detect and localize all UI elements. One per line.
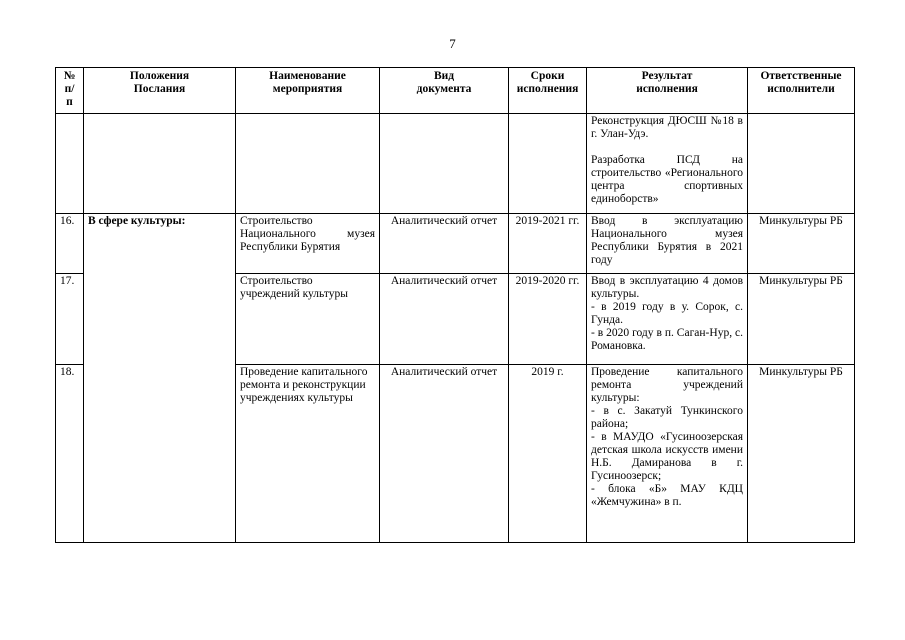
table-row (56, 214, 855, 274)
header-num-line: № (63, 70, 76, 82)
header-provisions-line: Положения (129, 70, 190, 82)
header-responsible-line: Ответственные (760, 70, 842, 82)
measures-table (55, 67, 855, 543)
cell-num: 18. (56, 365, 84, 543)
header-doc-type-line: документа (416, 83, 472, 95)
cell-responsible: Минкультуры РБ (748, 365, 855, 543)
cell-result (587, 274, 748, 365)
header-provisions (84, 68, 236, 114)
result-line: Ввод в эксплуатацию 4 домов культуры. (591, 275, 743, 300)
header-deadline-line: Сроки (530, 70, 565, 82)
header-responsible (748, 68, 855, 114)
header-result (587, 68, 748, 114)
result-paragraph: Разработка ПСД на строительство «Регионального центра спортивных единоборств» (591, 154, 743, 205)
header-result-line: исполнения (636, 83, 698, 95)
cell-section-label: В сфере культуры: (84, 214, 236, 543)
cell-responsible (748, 114, 855, 214)
result-line: Проведение капитального ремонта учреждений культуры: (591, 366, 743, 404)
result-paragraph: Реконструкция ДЮСШ №18 в г. Улан-Удэ. (591, 115, 743, 140)
header-result-line: Результат (641, 70, 693, 82)
header-num-line: п (66, 96, 73, 108)
header-num (56, 68, 84, 114)
cell-responsible: Минкультуры РБ (748, 214, 855, 274)
result-line: - в 2019 году в у. Сорок, с. Гунда. (591, 301, 743, 326)
header-event (236, 68, 380, 114)
result-line: - блока «Б» МАУ КДЦ «Жемчужина» в п. (591, 483, 743, 508)
cell-deadline: 2019-2021 гг. (509, 214, 587, 274)
header-event-line: Наименование (269, 70, 346, 82)
table-header-row (56, 68, 855, 114)
header-deadline (509, 68, 587, 114)
cell-deadline (509, 114, 587, 214)
cell-num: 16. (56, 214, 84, 274)
header-num-line: п/ (64, 83, 75, 95)
cell-event (236, 114, 380, 214)
result-line: - в с. Закатуй Тункинского района; (591, 405, 743, 430)
header-provisions-line: Послания (133, 83, 186, 95)
page-number: 7 (449, 36, 456, 51)
header-event-line: мероприятия (272, 83, 343, 95)
cell-result (587, 365, 748, 543)
cell-event: Проведение капитального ремонта и реконструкции учреждениях культуры (236, 365, 380, 543)
cell-num: 17. (56, 274, 84, 365)
cell-result: Ввод в эксплуатацию Национального музея Республики Бурятия в 2021 году (587, 214, 748, 274)
cell-doc-type: Аналитический отчет (380, 214, 509, 274)
cell-deadline: 2019-2020 гг. (509, 274, 587, 365)
cell-result (587, 114, 748, 214)
cell-provisions (84, 114, 236, 214)
result-line: - в 2020 году в п. Саган-Нур, с. Романовка. (591, 327, 743, 352)
cell-doc-type: Аналитический отчет (380, 274, 509, 365)
cell-num (56, 114, 84, 214)
cell-deadline: 2019 г. (509, 365, 587, 543)
table-row-continuation (56, 114, 855, 214)
result-line: - в МАУДО «Гусиноозерская детская школа искусств имени Н.Б. Дамиранова в г. Гусиноозерск; (591, 431, 743, 482)
cell-event: Строительство Национального музея Республики Бурятия (236, 214, 380, 274)
cell-event: Строительство учреждений культуры (236, 274, 380, 365)
header-responsible-line: исполнители (767, 83, 835, 95)
header-deadline-line: исполнения (516, 83, 579, 95)
header-doc-type (380, 68, 509, 114)
header-doc-type-line: Вид (433, 70, 455, 82)
cell-responsible: Минкультуры РБ (748, 274, 855, 365)
cell-doc-type (380, 114, 509, 214)
cell-doc-type: Аналитический отчет (380, 365, 509, 543)
